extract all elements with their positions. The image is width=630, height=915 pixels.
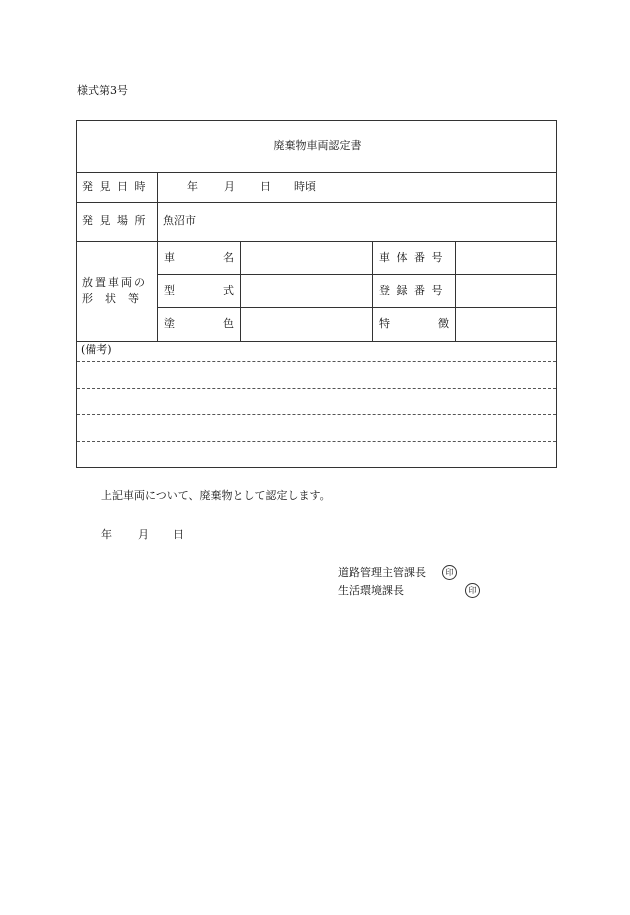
row-divider [157,307,556,308]
certification-statement: 上記車両について、廃棄物として認定します。 [101,489,331,502]
discovery-datetime-label: 発見日時 [82,180,152,193]
row-divider [77,241,556,242]
column-divider [157,172,158,341]
car-name-label: 車 [164,251,175,264]
remarks-line [77,361,556,362]
form-number: 様式第3号 [77,84,128,97]
remarks-line [77,388,556,389]
year-field: 年 [187,180,198,193]
month-field: 月 [224,180,235,193]
hour-field: 時頃 [294,180,316,193]
remarks-line [77,414,556,415]
document-title: 廃棄物車両認定書 [273,139,362,152]
day-field: 日 [260,180,271,193]
date-day: 日 [173,528,184,541]
column-divider [240,241,241,341]
row-divider [77,341,556,342]
features-label: 特 [379,317,390,330]
color-label: 色 [223,317,234,330]
seal-icon: 印 [465,583,480,598]
remarks-line [77,441,556,442]
date-year: 年 [101,528,112,541]
certificate-table [76,120,557,468]
remarks-label: (備考) [81,343,112,356]
discovery-place-label: 発見場所 [82,214,152,227]
row-divider [77,172,556,173]
model-label: 式 [223,284,234,297]
signer-environment: 生活環境課長 [338,584,404,597]
column-divider [455,241,456,341]
vehicle-shape-label-2: 形 状 等 [82,292,140,305]
color-label: 塗 [164,317,175,330]
column-divider [372,241,373,341]
seal-icon: 印 [442,565,457,580]
row-divider [77,202,556,203]
discovery-place-value: 魚沼市 [163,214,196,227]
body-number-label: 車体番号 [379,251,449,264]
features-label: 徴 [438,317,449,330]
car-name-label: 名 [223,251,234,264]
date-month: 月 [138,528,149,541]
vehicle-shape-label: 放置車両の [82,276,147,289]
model-label: 型 [164,284,175,297]
row-divider [157,274,556,275]
signer-road-manager: 道路管理主管課長 [338,566,426,579]
registration-number-label: 登録番号 [379,284,449,297]
